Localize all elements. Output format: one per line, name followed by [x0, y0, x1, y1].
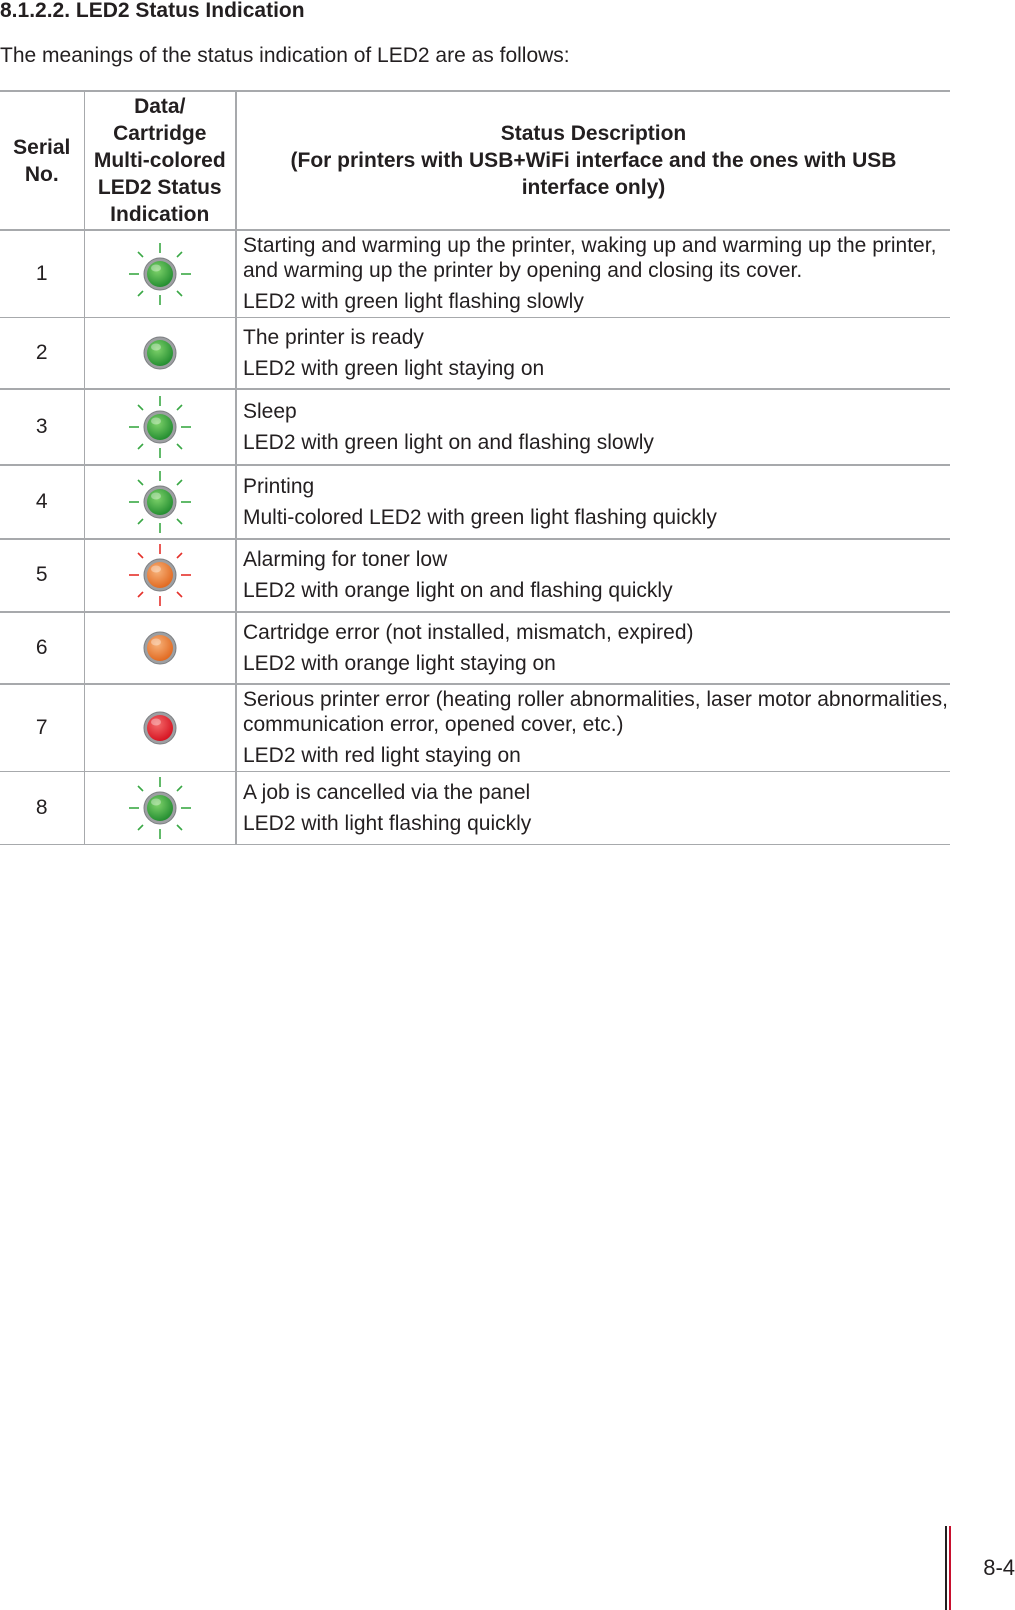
led-indicator-cell [84, 684, 236, 772]
led-indicator-cell [84, 612, 236, 684]
led-ray [177, 592, 182, 597]
status-condition: Alarming for toner low [243, 548, 448, 571]
led-bulb [147, 635, 173, 661]
led-ray [177, 252, 182, 257]
serial-number: 7 [0, 684, 84, 772]
led-behavior: LED2 with orange light on and flashing quickly [243, 579, 673, 602]
led-indicator-cell [84, 772, 236, 845]
serial-number: 4 [0, 465, 84, 539]
led-indicator-cell [84, 317, 236, 389]
table-header-row [0, 91, 950, 230]
led-green-flashing-icon [125, 239, 195, 309]
led-ray [138, 405, 143, 410]
led-bulb [147, 340, 173, 366]
led-ray [177, 519, 182, 524]
header-status-description [236, 91, 950, 230]
led-ray [177, 825, 182, 830]
status-description [236, 772, 950, 845]
led-ray [138, 786, 143, 791]
status-condition: Cartridge error (not installed, mismatch, expired) [243, 620, 694, 644]
led-bulb [147, 261, 173, 287]
header-status-description-note: (For printers with USB+WiFi interface and the ones with USB interface only) [290, 149, 897, 199]
status-condition: Serious printer error (heating roller abnormalities, laser motor abnormalities, communication error, opened cover, etc.) [243, 688, 948, 737]
led-ray [138, 291, 143, 296]
serial-number: 2 [0, 317, 84, 389]
led2-status-table [0, 90, 950, 845]
table-row [0, 317, 950, 389]
status-condition: Starting and warming up the printer, waking up and warming up the printer, and warming up the printer by opening and closing its cover. [243, 234, 937, 283]
led-ray [138, 553, 143, 558]
led-highlight [151, 264, 161, 271]
serial-number: 6 [0, 612, 84, 684]
led-highlight [151, 492, 161, 499]
serial-number: 5 [0, 539, 84, 612]
led-behavior: LED2 with red light staying on [243, 744, 521, 768]
led-orange-steady-icon [125, 613, 195, 683]
intro-text: The meanings of the status indication of LED2 are as follows: [0, 44, 570, 67]
led-red-steady-icon [125, 693, 195, 763]
table-row [0, 539, 950, 612]
led-bulb [147, 715, 173, 741]
page-margin-rule [945, 1526, 947, 1610]
led-ray [177, 405, 182, 410]
header-serial-no: Serial No. [0, 91, 84, 230]
status-condition: Printing [243, 474, 315, 498]
serial-number: 8 [0, 772, 84, 845]
led-highlight [151, 638, 161, 645]
led-behavior: LED2 with green light staying on [243, 356, 545, 380]
led-bulb [147, 414, 173, 440]
table-row [0, 389, 950, 465]
led-highlight [151, 799, 161, 806]
table-body [0, 230, 950, 845]
led-bulb [147, 795, 173, 821]
header-status-description-title: Status Description [500, 122, 687, 145]
serial-number: 3 [0, 389, 84, 465]
status-description [236, 317, 950, 389]
led-ray [138, 519, 143, 524]
led-highlight [151, 417, 161, 424]
table-row [0, 612, 950, 684]
led-indicator-cell [84, 230, 236, 317]
led-orange-flashing-icon [125, 540, 195, 610]
led-ray [138, 592, 143, 597]
led-indicator-cell [84, 465, 236, 539]
table-row [0, 772, 950, 845]
status-description [236, 539, 950, 612]
led-highlight [151, 718, 161, 725]
table-row [0, 684, 950, 772]
led-indicator-cell [84, 389, 236, 465]
led-behavior: LED2 with green light on and flashing slowly [243, 430, 654, 454]
led-ray [138, 444, 143, 449]
led-ray [177, 786, 182, 791]
led-ray [138, 825, 143, 830]
table-row [0, 230, 950, 317]
led-ray [177, 553, 182, 558]
led-ray [177, 291, 182, 296]
led-behavior: LED2 with green light flashing slowly [243, 290, 584, 314]
led-bulb [147, 562, 173, 588]
led-highlight [151, 566, 161, 573]
led-indicator-cell [84, 539, 236, 612]
led-behavior: LED2 with orange light staying on [243, 651, 556, 675]
led-green-steady-icon [125, 318, 195, 388]
status-description [236, 230, 950, 317]
led-highlight [151, 343, 161, 350]
status-description [236, 684, 950, 772]
status-condition: A job is cancelled via the panel [243, 781, 531, 804]
page-number: 8-4 [983, 1555, 1015, 1580]
led-ray [177, 480, 182, 485]
serial-number: 1 [0, 230, 84, 317]
led-ray [177, 444, 182, 449]
status-description [236, 389, 950, 465]
table-row [0, 465, 950, 539]
led-bulb [147, 489, 173, 515]
status-condition: The printer is ready [243, 325, 424, 349]
led-behavior: LED2 with light flashing quickly [243, 812, 532, 835]
page-margin-rule-accent [949, 1526, 951, 1610]
led-ray [138, 480, 143, 485]
status-description [236, 612, 950, 684]
led-green-flashing-icon [125, 467, 195, 537]
section-title: 8.1.2.2. LED2 Status Indication [0, 0, 305, 22]
led-green-flashing-icon [125, 392, 195, 462]
led-behavior: Multi-colored LED2 with green light flashing quickly [243, 505, 717, 529]
status-condition: Sleep [243, 399, 297, 423]
header-led-indication: Data/ Cartridge Multi-colored LED2 Status Indication [84, 91, 236, 230]
led-ray [138, 252, 143, 257]
status-description [236, 465, 950, 539]
led-green-flashing-icon [125, 773, 195, 843]
